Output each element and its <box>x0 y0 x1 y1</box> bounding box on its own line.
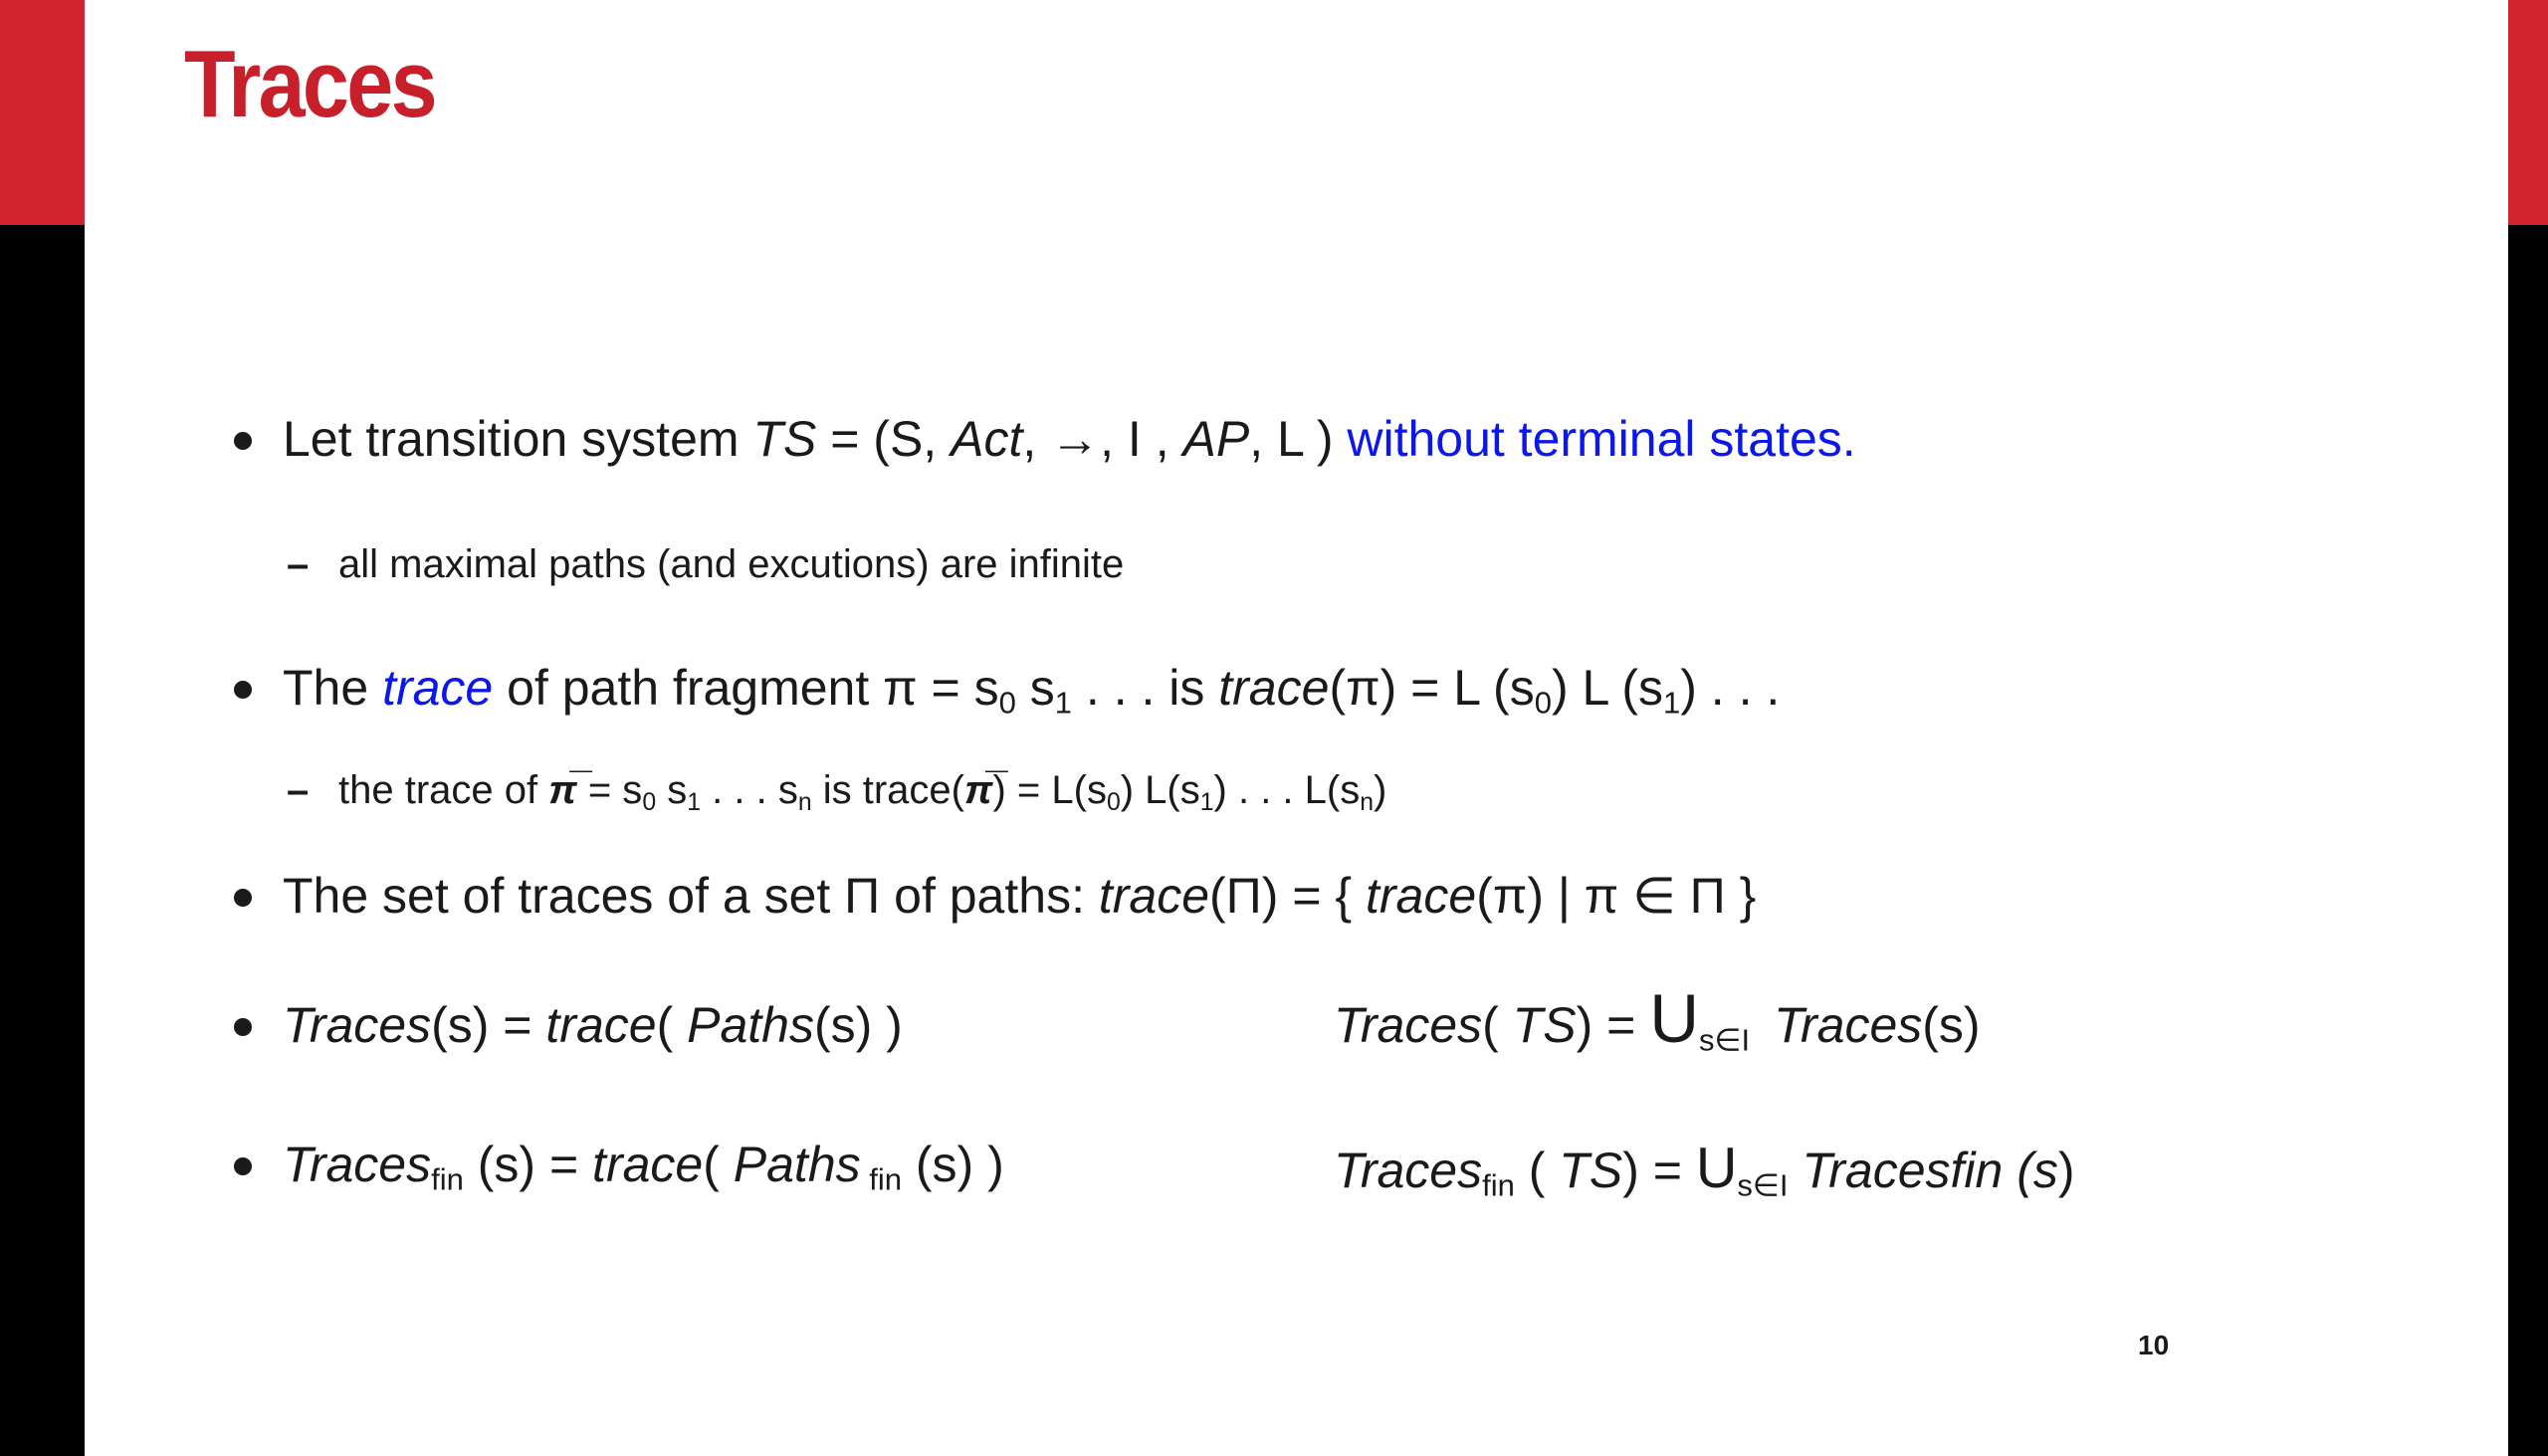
b2-sub: 0 <box>1534 685 1552 721</box>
b4-part: (s) ) <box>813 997 903 1053</box>
b2-part: ) . . . <box>1680 660 1781 716</box>
sb2-part: ) . . . L(s <box>1213 768 1361 812</box>
b2-part: s <box>1015 660 1055 716</box>
b2-sub: 1 <box>1054 685 1073 721</box>
b5-part: ( <box>1514 1143 1560 1198</box>
b5-sub: fin <box>860 1161 902 1197</box>
b2-part: ) L (s <box>1551 660 1664 716</box>
b4-traces: Traces <box>1774 997 1923 1053</box>
sb2-part: ) = L(s <box>992 768 1107 812</box>
b5-sub: fin <box>431 1161 464 1197</box>
b3-part: (π) | π ∈ Π } <box>1476 868 1757 924</box>
b5-part: (s) ) <box>901 1137 1004 1192</box>
b4-part: ( <box>1482 997 1513 1053</box>
b1-ap: AP <box>1182 411 1250 467</box>
b5-trace: trace <box>592 1137 704 1192</box>
b2-trace-highlight: trace <box>382 660 494 716</box>
b1-part: Let transition system <box>283 411 753 467</box>
b5-part <box>1789 1143 1803 1198</box>
page-number: 10 <box>2138 1330 2170 1360</box>
b4-ts: TS <box>1512 997 1577 1053</box>
b4-part: ( <box>656 997 688 1053</box>
sb2-sub: 0 <box>642 788 657 816</box>
sb2-part: ) <box>1374 768 1387 812</box>
b4-traces: Traces <box>283 997 432 1053</box>
sb2-part: = s <box>576 768 643 812</box>
sb2-part: s <box>656 768 688 812</box>
slide-canvas <box>85 0 2508 1456</box>
slide-title: Traces <box>184 31 435 137</box>
b5-traces: Traces <box>283 1137 432 1192</box>
bullet-2-text <box>283 659 1781 721</box>
b3-trace: trace <box>1366 868 1477 924</box>
b4-traces: Traces <box>1334 997 1483 1053</box>
bullet-4-right <box>1334 980 1981 1058</box>
sb2-part: ) L(s <box>1120 768 1200 812</box>
b2-part: . . . is <box>1072 660 1219 716</box>
sb2-sub: n <box>797 788 812 816</box>
b1-act: Act <box>951 411 1023 467</box>
b5-tracesfin: Tracesfin (s <box>1802 1143 2058 1198</box>
b2-trace: trace <box>1218 660 1330 716</box>
b5-part: ) = <box>1622 1143 1696 1198</box>
bullet-1-marker <box>234 432 252 450</box>
sb2-sub: 1 <box>1199 788 1214 816</box>
left-red-accent <box>0 0 85 225</box>
b1-highlight: without terminal states. <box>1347 411 1856 467</box>
b5-sub: s∈I <box>1737 1167 1789 1203</box>
b3-part: (Π) = { <box>1209 868 1367 924</box>
b2-sub: 0 <box>998 685 1016 721</box>
b5-paths: Paths <box>733 1137 861 1192</box>
b5-part: (s) = <box>463 1137 593 1192</box>
b4-part: (s) <box>1922 997 1981 1053</box>
sub-bullet-1-dash: – <box>287 542 310 586</box>
b2-sub: 1 <box>1663 685 1681 721</box>
sb2-pi-bar: π̅ <box>963 768 993 812</box>
sb2-part: is trace( <box>811 768 964 812</box>
sb2-part: . . . s <box>701 768 798 812</box>
b5-union-symbol: U <box>1695 1137 1738 1200</box>
b5-ts: TS <box>1559 1143 1623 1198</box>
sb2-sub: 0 <box>1106 788 1121 816</box>
b4-union-symbol: U <box>1649 980 1700 1057</box>
bullet-5-right <box>1334 1136 2075 1201</box>
bullet-4-left <box>283 996 903 1054</box>
sb2-sub: n <box>1360 788 1375 816</box>
sb2-part: the trace of <box>338 768 549 812</box>
b4-part: (s) = <box>431 997 546 1053</box>
b2-part: The <box>283 660 383 716</box>
b4-paths: Paths <box>687 997 814 1053</box>
sb2-pi-bar: π̅ <box>548 768 577 812</box>
sb2-sub: 1 <box>687 788 702 816</box>
b2-part: (π) = L (s <box>1329 660 1535 716</box>
b4-trace: trace <box>545 997 657 1053</box>
bullet-5-left <box>283 1136 1004 1197</box>
b5-sub: fin <box>1482 1167 1515 1203</box>
b3-part: The set of traces of a set Π of paths: <box>283 868 1099 924</box>
right-red-accent <box>2508 0 2548 225</box>
sub-bullet-2-text <box>338 768 1387 816</box>
b4-sub: s∈I <box>1699 1022 1751 1058</box>
bullet-5-marker <box>234 1157 252 1175</box>
bullet-2-marker <box>234 681 252 699</box>
bullet-1-text <box>283 410 1856 468</box>
b1-part: , →, I , <box>1022 411 1183 467</box>
bullet-3-marker <box>234 889 252 907</box>
b1-part: , L ) <box>1249 411 1348 467</box>
b1-part: = (S, <box>816 411 952 467</box>
sub-bullet-1-text: all maximal paths (and excutions) are infinite <box>338 542 1125 586</box>
b1-ts: TS <box>752 411 817 467</box>
b3-trace: trace <box>1098 868 1210 924</box>
b4-part: ) = <box>1576 997 1650 1053</box>
b2-part: of path fragment π = s <box>493 660 999 716</box>
b5-part: ) <box>2057 1143 2075 1198</box>
b5-part: ( <box>703 1137 734 1192</box>
sub-bullet-2-dash: – <box>287 768 310 812</box>
b5-traces: Traces <box>1334 1143 1483 1198</box>
bullet-3-text <box>283 867 1756 925</box>
bullet-4-marker <box>234 1018 252 1036</box>
